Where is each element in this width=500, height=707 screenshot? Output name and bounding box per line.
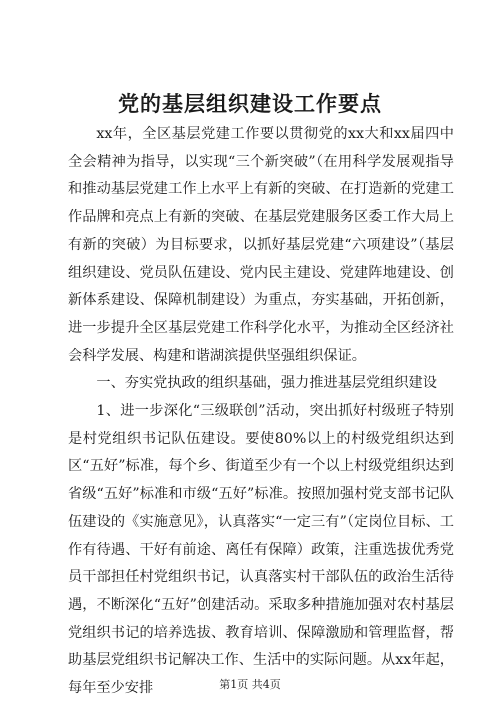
intro-paragraph: xx年，全区基层党建工作要以贯彻党的xx大和xx届四中全会精神为指导，以实现“三个新突破”（在用科学发展观指导和推动基层党建工作上水平上有新的突破、在打造新的党建工作品牌和亮点上有新的突破、在基层党建服务区委工作大局上有新的突破）为目标要求，以抓好基层党建“六项建设”（基层组织建设、党员队伍建设、党内民主建设、党建阵地建设、创新体系建设、保障机制建设）为重点，夯实基础，开拓创新，进一步提升全区基层党建工作科学化水平，为推动全区经济社会科学发展、构建和谐湖滨提供坚强组织保证。	[68, 126, 454, 364]
page-footer: 第1页 共4页	[219, 678, 281, 691]
section-paragraph: 1、进一步深化“三级联创”活动，突出抓好村级班子特别是村党组织书记队伍建设。要使80%以上的村级党组织达到区“五好”标准，每个乡、街道至少有一个以上村级党组织达到省级“五好”标准和市级“五好”标准。按照加强村党支部书记队伍建设的《实施意见》，认真落实“一定三有”（定岗位目标、工作有待遇、干好有前途、离任有保障）政策，注重选拔优秀党员干部担任村党组织书记，认真落实村干部队伍的政治生活待遇，不断深化“五好”创建活动。采取多种措施加强对农村基层党组织书记的培养选拔、教育培训、保障激励和管理监督，帮助基层党组织书记解决工作、生活中的实际问题。从xx年起，每年至少安排	[68, 403, 454, 697]
document-title: 党的基层组织建设工作要点	[118, 91, 382, 116]
section-heading: 一、夯实党执政的组织基础，强力推进基层党组织建设	[96, 375, 437, 392]
document-body	[68, 121, 454, 703]
